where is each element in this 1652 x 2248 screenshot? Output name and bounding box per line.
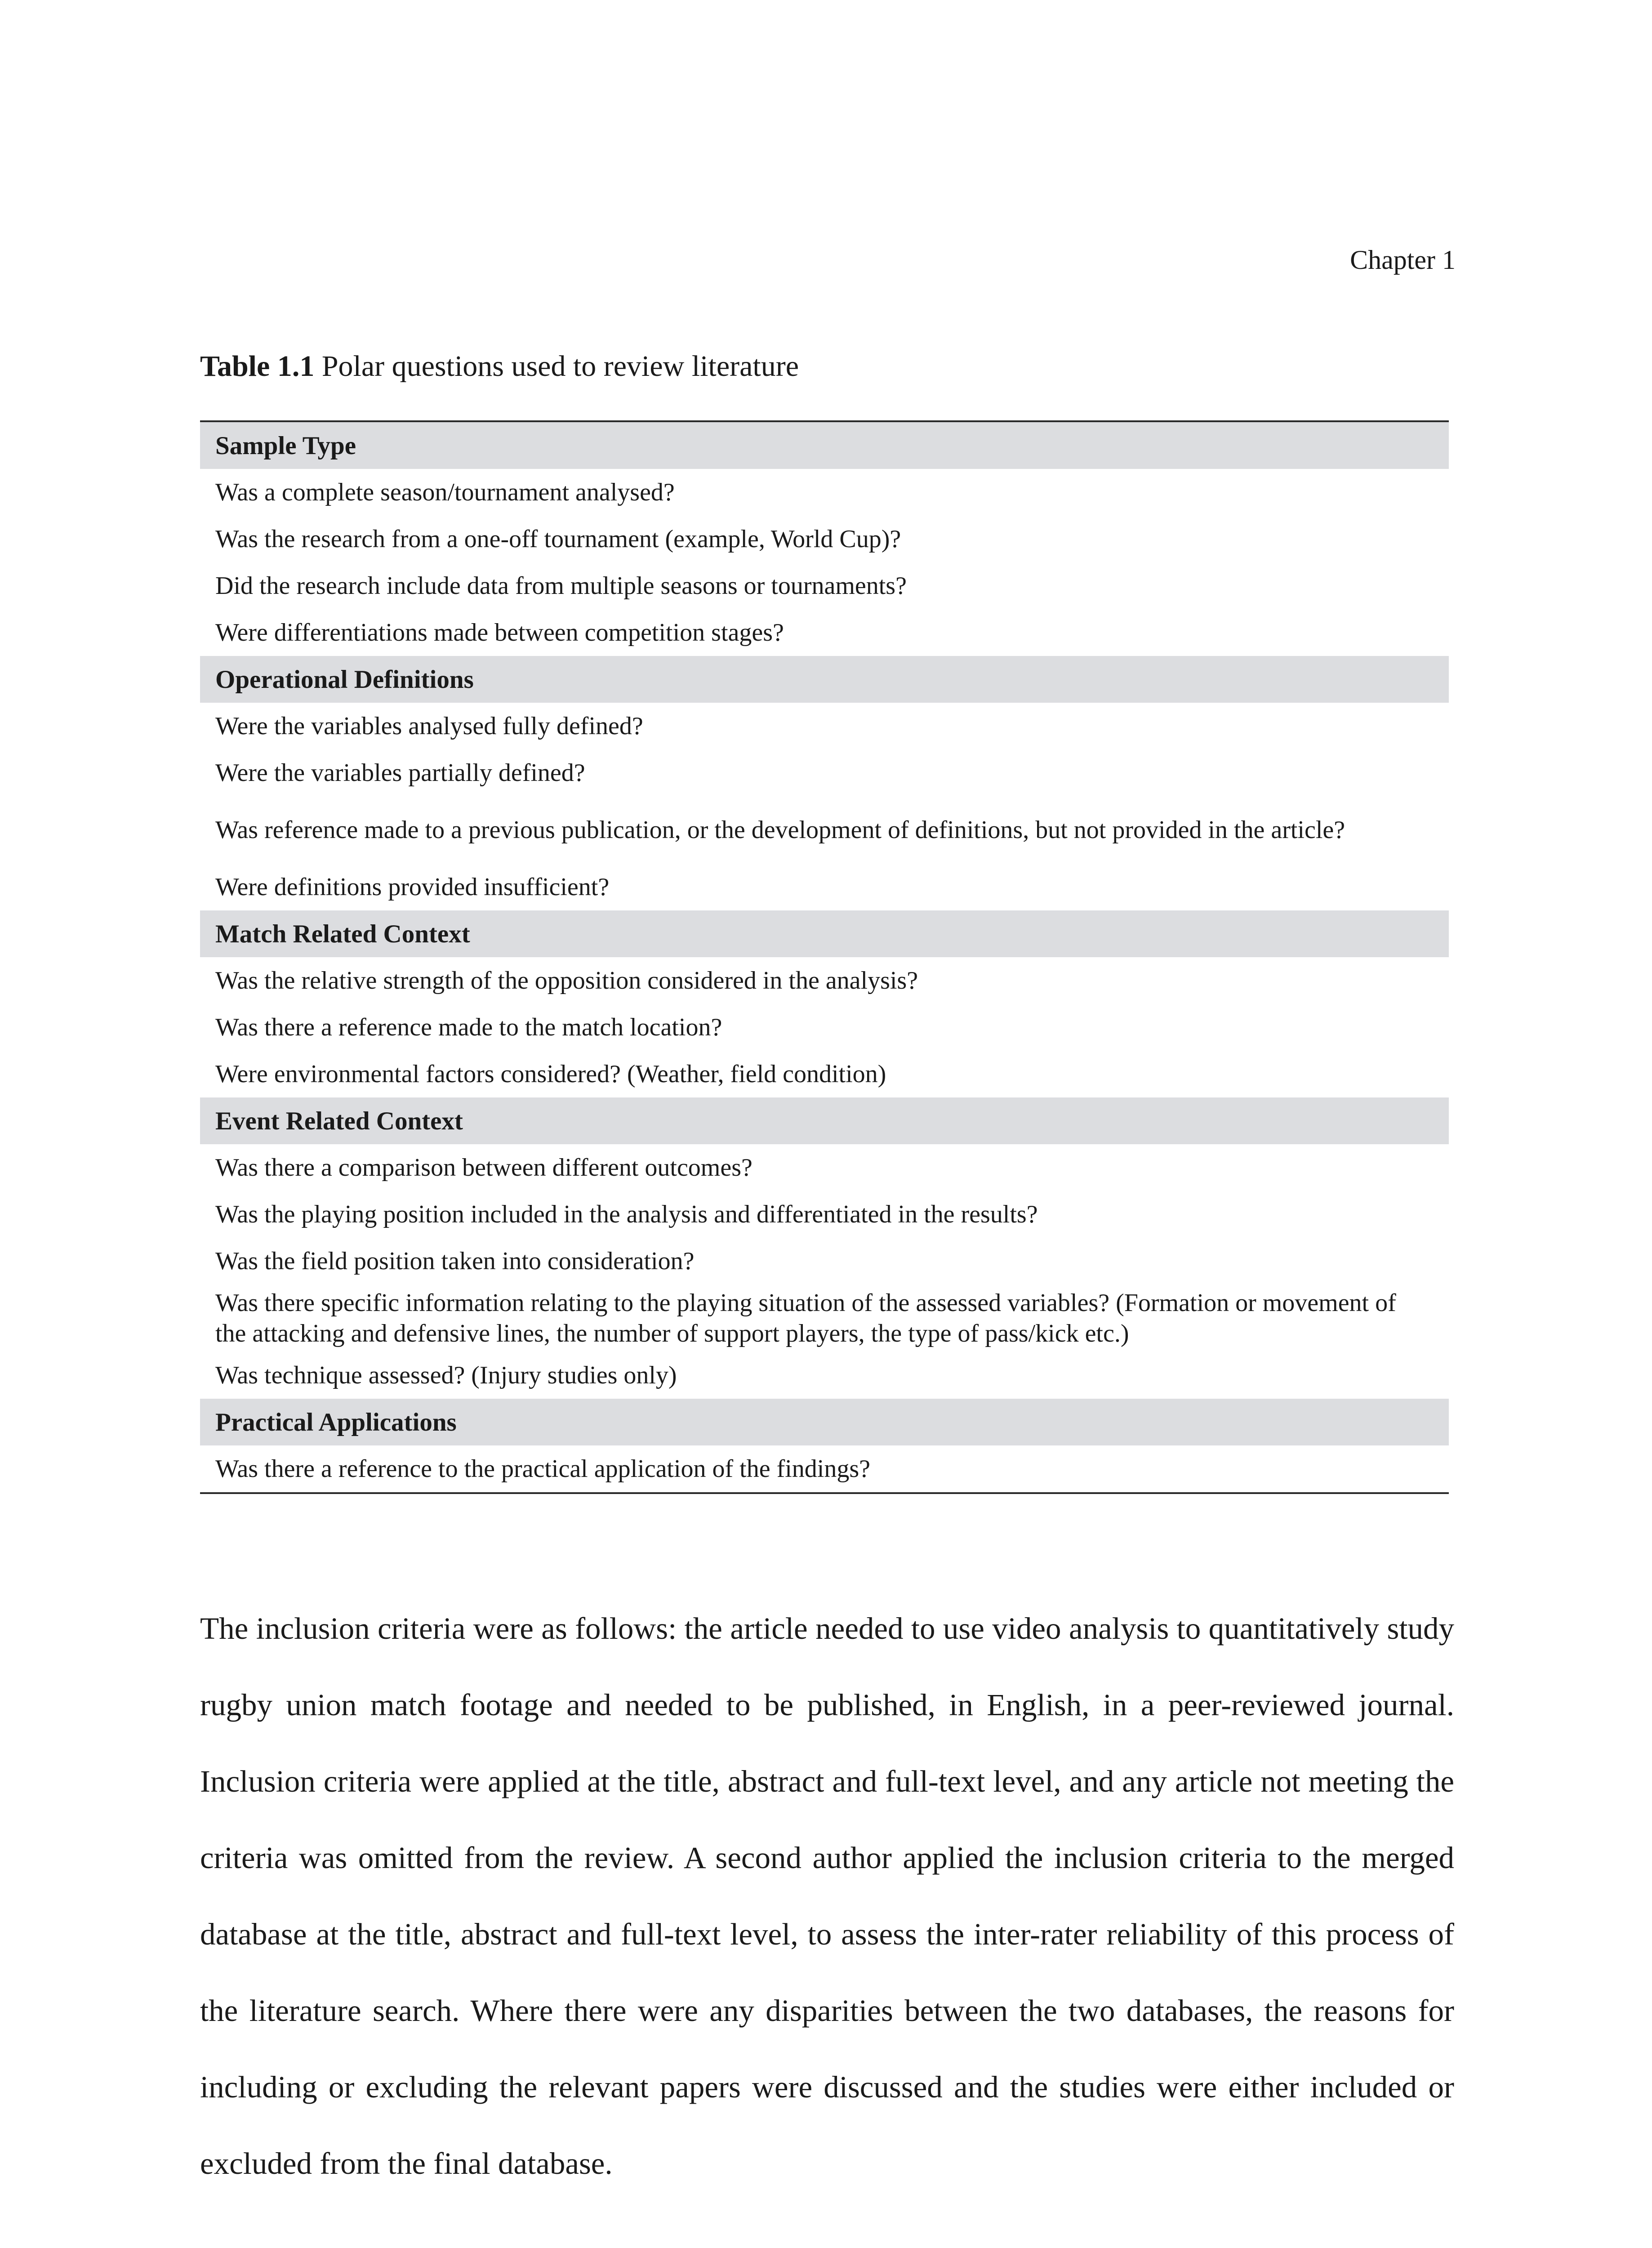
table-caption <box>200 352 799 381</box>
table-row: Was there specific information relating to the playing situation of the assessed variables? (Formation or movement of the attacking and defensive lines, the number of support players, the type of pass/kick etc.) <box>215 1289 1396 1347</box>
section-heading-event-related-context: Event Related Context <box>200 1097 1449 1144</box>
table-caption-title: Polar questions used to review literature <box>321 350 799 383</box>
table-row: Were the variables partially defined? <box>215 759 585 787</box>
table-row: Was the relative strength of the opposition considered in the analysis? <box>215 967 918 995</box>
section-heading-sample-type: Sample Type <box>200 422 1449 469</box>
table-caption-label: Table 1 <box>200 350 292 383</box>
table-row: Was technique assessed? (Injury studies only) <box>215 1361 677 1389</box>
table-row: Was the playing position included in the analysis and differentiated in the results? <box>215 1200 1038 1228</box>
table-row: Was a complete season/tournament analysed? <box>215 478 675 506</box>
table-row: Were definitions provided insufficient? <box>215 873 610 901</box>
body-paragraph: The inclusion criteria were as follows: the article needed to use video analysis to quantitatively study rugby union match footage and needed to be published, in English, in a peer-reviewed journal. Inclusion criteria were applied at the title, abstract and full-text level, and any article not meeting the criteria was omitted from the review. A second author applied the inclusion criteria to the merged database at the title, abstract and full-text level, to assess the inter-rater reliability of this process of the literature search. Where there were any disparities between the two databases, the reasons for including or excluding the relevant papers were discussed and the studies were either included or excluded from the final database. <box>200 1611 1454 2181</box>
table-row: Was the research from a one-off tournament (example, World Cup)? <box>215 525 901 553</box>
table-row: Was there a reference to the practical application of the findings? <box>215 1455 871 1483</box>
table-row: Was reference made to a previous publication, or the development of definitions, but not provided in the article? <box>215 816 1345 844</box>
table-row: Did the research include data from multiple seasons or tournaments? <box>215 572 907 600</box>
table-row: Was there a reference made to the match location? <box>215 1013 722 1041</box>
polar-questions-table <box>200 420 1449 1494</box>
section-heading-operational-definitions: Operational Definitions <box>200 656 1449 703</box>
table-row: Were differentiations made between competition stages? <box>215 619 784 647</box>
table-row: Were the variables analysed fully defined? <box>215 712 643 740</box>
chapter-header: Chapter 1 <box>1350 245 1456 275</box>
table-row: Was the field position taken into consideration? <box>215 1247 695 1275</box>
table-row: Were environmental factors considered? (Weather, field condition) <box>215 1060 886 1088</box>
section-heading-match-related-context: Match Related Context <box>200 910 1449 957</box>
table-caption-number: .1 <box>292 350 315 383</box>
section-heading-practical-applications: Practical Applications <box>200 1399 1449 1445</box>
table-row: Was there a comparison between different outcomes? <box>215 1154 753 1182</box>
